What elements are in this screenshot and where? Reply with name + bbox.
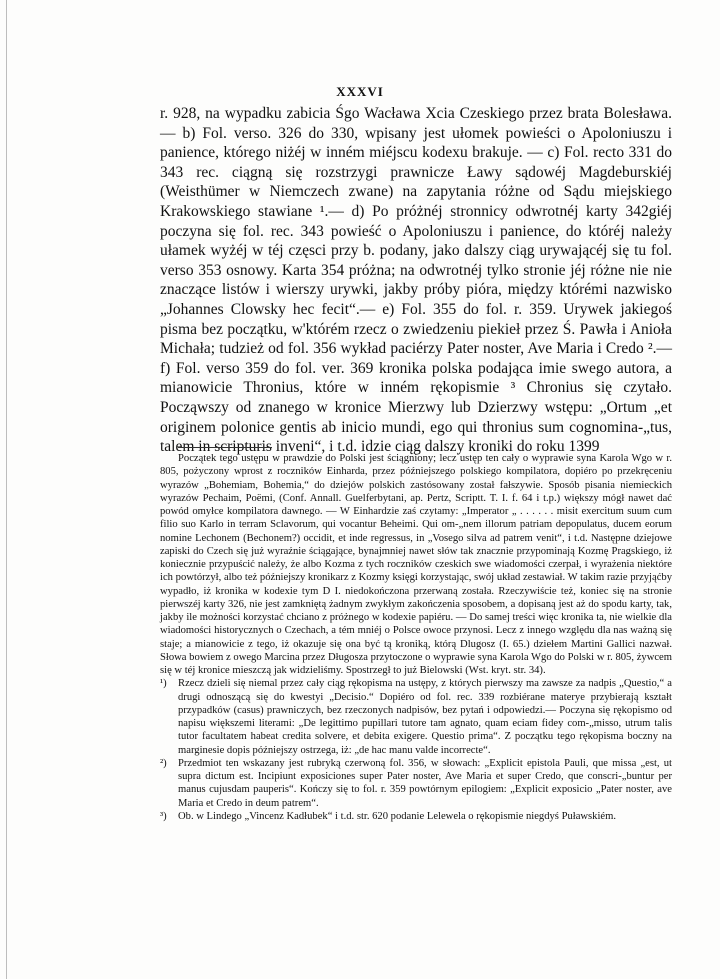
footnote-3	[160, 810, 672, 823]
main-text	[160, 104, 672, 457]
page-number: XXXVI	[336, 84, 384, 99]
footnote-separator	[178, 447, 272, 448]
footnote-text: Ob. w Lindego „Vincenz Kadłubek“ i t.d. str. 620 podanie Lelewela o rękopismie niegdyś Puławskiém.	[178, 810, 617, 822]
footnote-mark: ³)	[160, 810, 167, 822]
footnote-text: Początek tego ustępu w prawdzie do Polski jest ściągniony; lecz ustęp ten cały o wyprawie syna Karola Wgo w r. 805, pożyczony wprost z roczników Einharda, przez późniejszego polskiego kompilatora, dopiéro po przekręceniu wyrazów „Bohemiam, Bohemia,“ do dziejów polskich zastósowany został fałszywie. Sposób pisania niemieckich wyrazów Pechaim, Poëmi, (Conf. Annall. Guelferbytani, ap. Pertz, Scriptt. T. I. f. 64 i t.p.) większy mógł nawet dać powód omyłce kompilatora dawnego. — W Einhardzie zaś czytamy: „Imperator „ . . . . . . misit exercitum suum cum filio suo Karlo in terram Sclavorum, qui vocantur Beheimi. Qui om-„nem illorum patriam depopulatus, ducem eorum nomine Lechonem (Bechonem?) occidit, et inde regressus, in „Vosego silva ad patrem venit“, i t.d. Następne dziejowe zapiski do Czech się już wyraźnie ściągające, bynajmniej nawet słów tak znacznie przypominają Kozmę Pragskiego, iż koniecznie przypuścić należy, że albo Kozma z tych roczników czeskich swe wiadomości czerpał, i wyrażenia niektóre ich powtórzył, albo też późniejszy kronikarz z Kozmy księgi korzystając, swój układ zestawiał. W takim razie przyjąćby wypadło, iż kronika w kodexie tym D I. niedokończona przerwaną została. Rzeczywiście też, koniec się na stronie pierwszéj karty 326, nie jest zamkniętą żadnym zwykłym zakończenia sposobem, a dopisaną jest aż do spodu karty, tak, jakby ile możności korzystać chciano z próżnego w kodexie papiéru. — Do samej treści więc kronika ta, nie wielkie dla wiadomości historycznych o Czechach, a tém mniéj o Polsce owoce przynosi. Lecz z innego względu dla nas ważną się staje; a mianowicie z tego, iż okazuje się ona być tą kroniką, którą Dlugosz (I. 65.) dziełem Martini Gallici nazwał. Słowa bowiem z owego Marcina przez Długosza przytoczone o wyprawie syna Karola Wgo do Polski w r. 805, żywcem się w téj kronice mieszczą jak widzieliśmy. Spostrzegł to już Bielowski (Wst. kryt. str. 34).	[160, 453, 672, 676]
footnote-mark: ¹)	[160, 678, 167, 690]
footnote-text: Przedmiot ten wskazany jest rubryką czerwoną fol. 356, w słowach: „Explicit epistola Pauli, que missa „est, ut supra dictum est. Incipiunt exposiciones super Pater noster, Ave Maria et super Credo, que conscri-„buntur per manus cujusdam pauperis“. Kończy się to fol. r. 359 powtórnym epilogiem: „Explicit exposicio „Pater noster, ave Maria et Credo in deum patrem“.	[178, 757, 672, 809]
main-paragraph: r. 928, na wypadku zabicia Śgo Wacława Xcia Czeskiego przez brata Bolesława.— b) Fol. verso. 326 do 330, wpisany jest ułomek powieści o Apoloniuszu i panience, którego niżéj w inném miéjscu kodexu brakuje. — c) Fol. recto 331 do 343 rec. ciągną się rozstrzygi prawnicze Ławy sądowéj Magdeburskiéj (Weisthümer w Niemczech zwane) na zapytania różne od Sądu miejskiego Krakowskiego stawiane ¹.— d) Po próżnéj stronnicy odwrotnéj karty 342giéj poczyna się fol. rec. 343 powieść o Apoloniuszu i panience, do któréj należy ułamek wyżéj w téj częsci przy b. podany, jako dalszy ciąg urywającéj się tu fol. verso 353 osnowy. Karta 354 próżna; na odwrotnéj tylko stronie jéj różne nie nie znaczące listów i wierszy urywki, jakby próby pióra, między którémi nazwisko „Johannes Clowsky hec fecit“.— e) Fol. 355 do fol. r. 359. Urywek jakiegoś pisma bez początku, w'którém rzecz o zwiedzeniu piekieł przez Ś. Pawła i Anioła Michała; tudzież od fol. 356 wykład paciérzy Pater noster, Ave Maria i Credo ².—f) Fol. verso 359 do fol. ver. 369 kronika polska podająca imie swego autora, a mianowicie Thronius, które w inném rękopismie ³ Chronius się czytało. Począwszy od znanego w kronice Mierzwy lub Dzierzwy wstępu: „Ortum „et originem polonice gentis ab inicio mundi, ego qui thronius sum cognomina-„tus, talem in scripturis inveni“, i t.d. idzie ciąg dalszy kroniki do roku 1399	[160, 105, 672, 456]
footnote-1	[160, 677, 672, 757]
footnote-2	[160, 757, 672, 810]
footnote-continuation	[160, 452, 672, 677]
footnote-mark: ²)	[160, 757, 167, 769]
page-edge-line	[6, 0, 7, 979]
footnote-text: Rzecz dzieli się niemal przez cały ciąg rękopisma na ustępy, z których pierwszy ma zawsze za nadpis „Questio,“ a drugi odnoszącą się do kwestyi „Decisio.“ Dopiéro od fol. rec. 339 rozbiérane materye przybierają kształt przypadków (casus) prawniczych, bez rzeczonych nadpisów, bez pytań i odpowiedzi.— Poczyna się rękopismo od napisu większemi literami: „De legittimo pupillari tutore tam agnato, quam eciam fidey com-„misso, utrum talis tutor facultatem habeat credita solvere, et debita exigere. Questio prima“. Z początku tego rękopisma boczny na marginesie dopis późniejszy ostrzega, iż: „de hac manu valde incorrecte“.	[178, 678, 672, 756]
footnotes	[160, 452, 672, 823]
